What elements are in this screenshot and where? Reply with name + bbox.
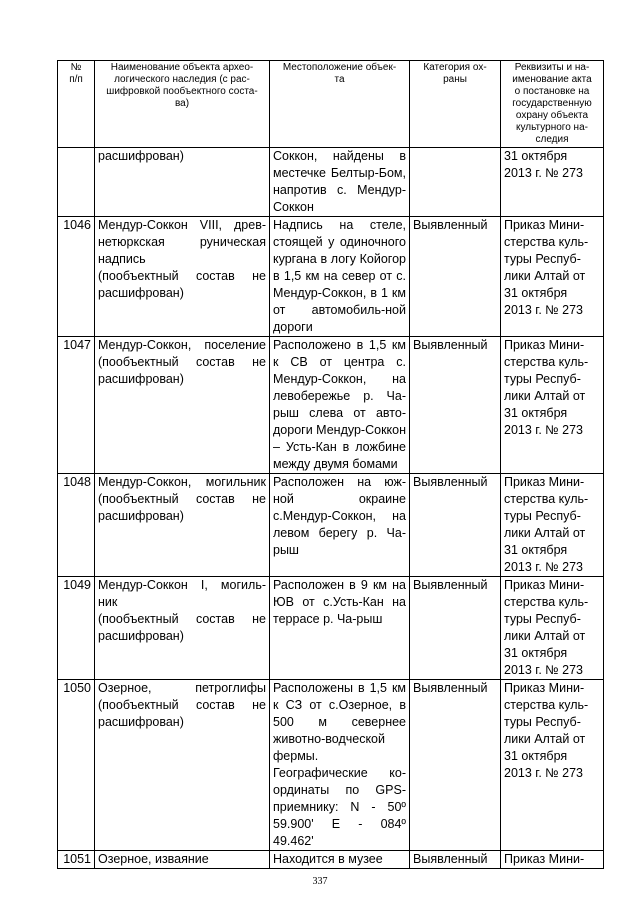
header-act: Реквизиты и на- именование акта о постановке на государственную охрану объекта культурного на- следия bbox=[501, 61, 604, 148]
row-category bbox=[410, 148, 501, 217]
row-location: Находится в музее bbox=[270, 851, 410, 869]
row-location: Расположено в 1,5 км к СВ от центра с. Мендур-Соккон, на левобережье р. Ча-рыш слева от авто-дороги Мендур-Соккон – Усть-Кан в ложбине между двумя бомами bbox=[270, 337, 410, 474]
row-num: 1047 bbox=[58, 337, 95, 474]
row-category: Выявленный bbox=[410, 577, 501, 680]
row-name: расшифрован) bbox=[95, 148, 270, 217]
row-category: Выявленный bbox=[410, 680, 501, 851]
row-name: Озерное, петроглифы (пообъектный состав не расшифрован) bbox=[95, 680, 270, 851]
row-location: Надпись на стеле, стоящей у одиночного кургана в логу Койогор в 1,5 км на север от с. Мендур-Соккон, в 1 км от автомобиль-ной дороги bbox=[270, 217, 410, 337]
row-act: Приказ Мини- стерства куль- туры Респуб- лики Алтай от 31 октября 2013 г. № 273 bbox=[501, 337, 604, 474]
row-num: 1049 bbox=[58, 577, 95, 680]
row-num bbox=[58, 148, 95, 217]
row-act: Приказ Мини- стерства куль- туры Респуб- лики Алтай от 31 октября 2013 г. № 273 bbox=[501, 680, 604, 851]
row-location: Расположен в 9 км на ЮВ от с.Усть-Кан на террасе р. Ча-рыш bbox=[270, 577, 410, 680]
table-row bbox=[58, 577, 604, 680]
row-act: 31 октября 2013 г. № 273 bbox=[501, 148, 604, 217]
row-num: 1051 bbox=[58, 851, 95, 869]
row-num: 1048 bbox=[58, 474, 95, 577]
row-name: Мендур-Соккон I, могиль-ник (пообъектный состав не расшифрован) bbox=[95, 577, 270, 680]
header-location: Местоположение объек- та bbox=[270, 61, 410, 148]
page-number: 337 bbox=[312, 876, 328, 887]
row-category: Выявленный bbox=[410, 217, 501, 337]
table-row bbox=[58, 680, 604, 851]
row-name: Мендур-Соккон, поселение (пообъектный состав не расшифрован) bbox=[95, 337, 270, 474]
header-category: Категория ох- раны bbox=[410, 61, 501, 148]
row-name: Мендур-Соккон VIII, древ-нетюркская руническая надпись (пообъектный состав не расшифрован) bbox=[95, 217, 270, 337]
row-act: Приказ Мини- стерства куль- туры Респуб- лики Алтай от 31 октября 2013 г. № 273 bbox=[501, 474, 604, 577]
row-num: 1050 bbox=[58, 680, 95, 851]
row-act: Приказ Мини- стерства куль- туры Респуб- лики Алтай от 31 октября 2013 г. № 273 bbox=[501, 577, 604, 680]
row-name: Мендур-Соккон, могильник (пообъектный состав не расшифрован) bbox=[95, 474, 270, 577]
row-category: Выявленный bbox=[410, 474, 501, 577]
row-num: 1046 bbox=[58, 217, 95, 337]
table-row bbox=[58, 851, 604, 869]
header-name: Наименование объекта архео- логического наследия (с рас- шифровкой пообъектного соста- ва) bbox=[95, 61, 270, 148]
row-location: Соккон, найдены в местечке Белтыр-Бом, напротив с. Мендур-Соккон bbox=[270, 148, 410, 217]
row-location: Расположен на юж-ной окраине с.Мендур-Соккон, на левом берегу р. Ча-рыш bbox=[270, 474, 410, 577]
row-location: Расположены в 1,5 км к СЗ от с.Озерное, в 500 м севернее животно-водческой фермы. Географические ко-ординаты по GPS-приемнику: N - 50º 59.900' E - 084º 49.462' bbox=[270, 680, 410, 851]
row-act: Приказ Мини- bbox=[501, 851, 604, 869]
row-name: Озерное, изваяние bbox=[95, 851, 270, 869]
row-act: Приказ Мини- стерства куль- туры Респуб- лики Алтай от 31 октября 2013 г. № 273 bbox=[501, 217, 604, 337]
row-category: Выявленный bbox=[410, 851, 501, 869]
heritage-register-table bbox=[57, 60, 604, 869]
table-row bbox=[58, 217, 604, 337]
table-row bbox=[58, 474, 604, 577]
table-row bbox=[58, 148, 604, 217]
row-category: Выявленный bbox=[410, 337, 501, 474]
table-row bbox=[58, 337, 604, 474]
header-num: № п/п bbox=[58, 61, 95, 148]
table-header-row bbox=[58, 61, 604, 148]
